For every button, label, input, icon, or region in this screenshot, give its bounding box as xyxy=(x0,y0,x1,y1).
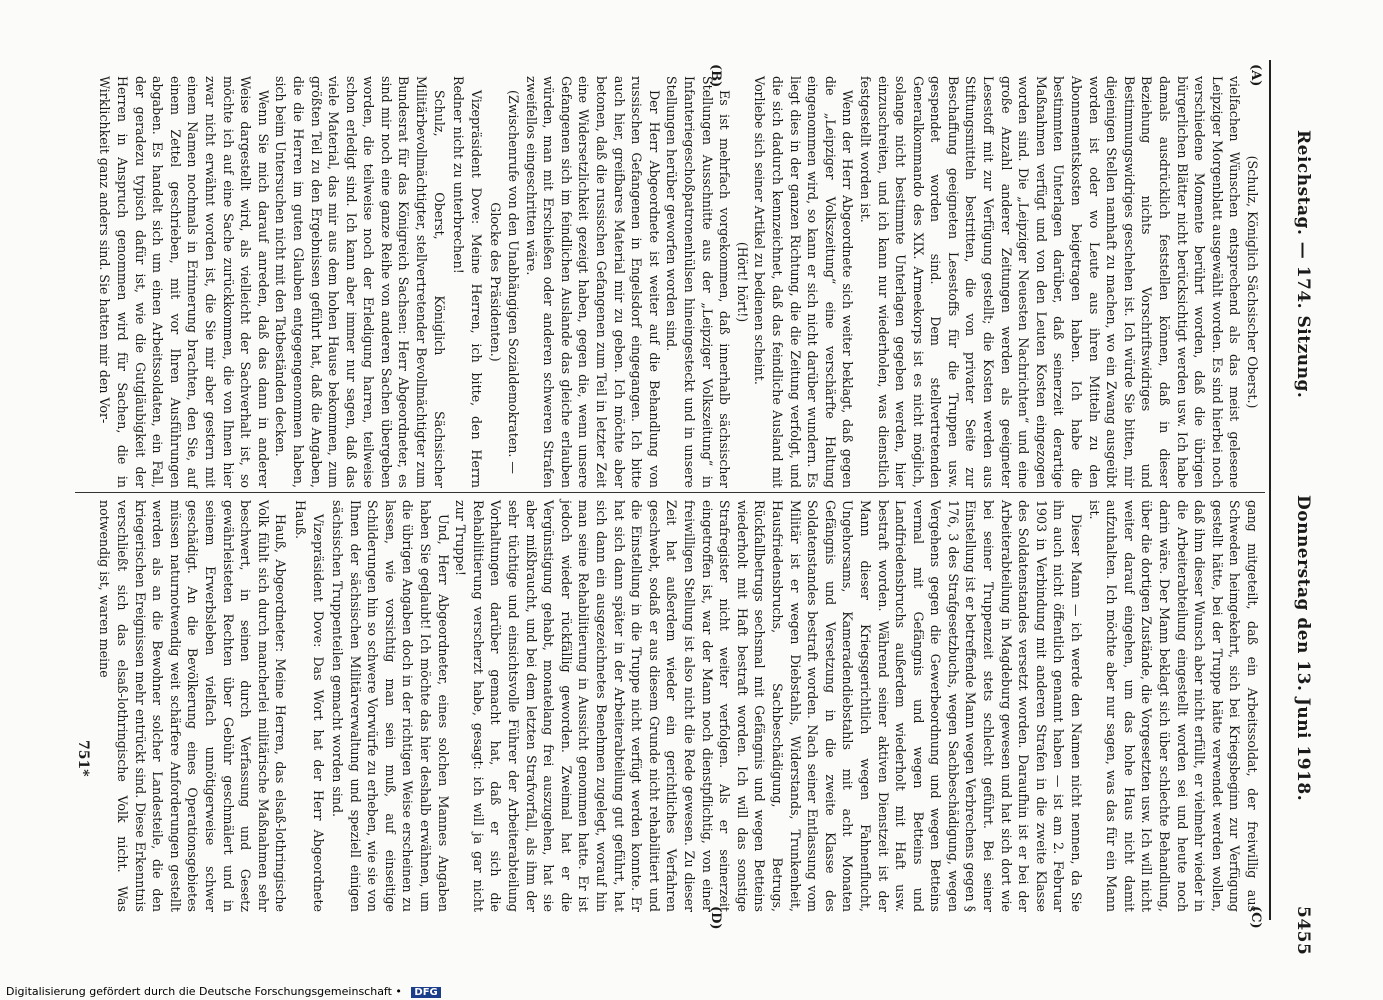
margin-mark-c: (C) xyxy=(1248,906,1263,929)
paragraph: Wenn der Herr Abgeordnete sich weiter beklagt, daß gegen die „Leipziger Volkszeitung“ eine verschärfte Haltung eingenommen wird, so kann er sich nicht darüber wundern. Es liegt dies in der ganzen Richtung, die die Zeitung verfolgt, und die sich dadurch kennzeichnet, daß das feindliche Ausland mit Vorliebe sich seiner Artikel zu bedienen scheint. xyxy=(752,76,856,488)
footer xyxy=(6,985,441,998)
paragraph: Dieser Mann — ich werde den Namen nicht nennen, da Sie ihn auch nicht öffentlich genannt haben — ist am 2. Februar 1903 in Verbindung mit anderen Strafen in die zweite Klasse des Soldatenstandes versetzt worden. Daraufhin ist er bei der Arbeiterabteilung in Magdeburg gewesen und hat sich dort wie bei seiner Truppenzeit stets schlecht geführt. Bei seiner Einstellung ist er betreffende Mann wegen Verbrechens gegen § 176, 3 des Strafgesetzbuchs, wegen Sachbeschädigung, wegen Vergehens gegen die Gewerbeordnung und wegen Betteins vermal mit Gefängnis und wegen Betteins und Landfriedensbruchs außerdem wiederholt mit Haft usw. bestraft worden. Während seiner aktiven Dienstzeit ist der Mann dieser Kriegsgerichtlich wegen Fahnenflucht, Ungehorsams, Kameradendiebstahls mit acht Monaten Gefängnis und Versetzung in die zweite Klasse des Soldatenstandes bestraft worden. Nach seiner Entlassung vom Militär ist er wegen Diebstahls, Widerstands, Trunkenheit, Hausfriedensbruchs, Sachbeschädigung, Betrugs, Rückfallbetrugs sechsmal mit Gefängnis und wegen Betteins wiederholt mit Haft bestraft worden. Ich will das sonstige Strafregister nicht weiter verfolgen. Als er seinerzeit eingetroffen ist, war der Mann noch dienstpflichtig, von einer freiwilligen Stellung ist also nicht die Rede gewesen. Zu dieser Zeit hat außerdem wieder ein gerichtliches Verfahren geschwebt, sodaß er aus diesem Grunde nicht rehabilitiert und die Einstellung in die Truppe nicht verfügt werden konnte. Er hat sich dann später in der Arbeiterabteilung gut geführt, hat sich dann ein ausgezeichnetes Benehmen zugelegt, worauf hin man seine Rehabilitierung in Aussicht genommen hatte. Er ist jedoch wieder rückfällig geworden. Zweimal hat er die Vergünstigung gehabt, monatelang frei auszugehen, hat sie aber mißbraucht, und bei dem letzten Strafvorfall, als ihm der sehr tüchtige und einsichtsvolle Führer der Arbeiterabteilung Vorhaltungen darüber gemacht hat, daß er sich die Rehabilitierung verscherzt habe, gesagt: ich will ja gar nicht zur Truppe! xyxy=(453,500,1085,912)
page-header xyxy=(1273,40,1313,956)
left-column xyxy=(96,76,1261,488)
paragraph: Vizepräsident Dove: Das Wort hat der Herr Abgeordnete Hauß. xyxy=(292,500,326,912)
header-rule xyxy=(1269,60,1271,920)
paragraph: Schulz, Oberst, Königlich Sächsischer Militärbevollmächtigter, stellvertretender Bevollmächtigter zum Bundesrat für das Königreich Sachsen: Herr Abgeordneter, es sind mir noch eine ganze Reihe von anderen Sachen übergeben worden, die teilweise noch der Erledigung harren, teilweise schon erledigt sind. Ich kann aber immer nur sagen, daß das viele Material, das mir aus dem hohen Hause bekommen, zum größten Teil zu den Ergebnissen geführt hat, daß die Angaben, die die Herren im guten Glauben entgegengenommen haben, sich beim Untersuchen nicht mit den Tatbeständen decken. xyxy=(273,76,447,488)
paragraph: Und, Herr Abgeordneter, eines solchen Mannes Angaben haben Sie geglaubt! Ich möchte das hier deshalb erwähnen, um die übrigen Angaben doch in der richtigen Weise erscheinen zu lassen, wie vorsichtig man sein muß, auf einseitige Schilderungen hin so schwere Vorwürfe zu erheben, wie sie von Ihnen der sächsischen Militärverwaltung und speziell einigen sächsischen Truppenteilen gemacht worden sind. xyxy=(330,500,451,912)
right-column xyxy=(96,500,1261,912)
paragraph: Wenn Sie mich darauf anreden, daß das dann in anderer Weise dargestellt wird, als vielleicht der Sachverhalt ist, so möchte ich auf eine Sache zurückkommen, die von Ihnen hier zwar nicht erwähnt worden ist, die Sie mir aber gestern mit einem Namen nochmals in Erinnerung brachten, den Sie, auf einem Zettel geschrieben, mit vor Ihren Ausführungen abgaben. Es handelt sich um einen Arbeitssoldaten, ein Fall, der geradezu typisch dafür ist, wie die Gutgläubigkeit der Herren in Anspruch genommen wird für Sachen, die in Wirklichkeit ganz anders sind. Sie hatten mir den Vor- xyxy=(97,76,271,488)
paragraph: Es ist mehrfach vorgekommen, daß innerhalb sächsischer Stellungen Ausschnitte aus der „Leipziger Volkszeitung“ in Infanteriegeschoßpatronenhülsen hineingesteckt und in unsere Stellungen herüber geworfen worden sind. xyxy=(664,76,733,488)
interjection: (Hört! hört!) xyxy=(734,241,750,323)
signature-mark: 751* xyxy=(75,740,91,777)
header-right: Donnerstag den 13. Juni 1918. xyxy=(1293,495,1313,802)
margin-mark-b: (B) xyxy=(708,64,723,88)
header-left: Reichstag. — 174. Sitzung. xyxy=(1293,130,1313,399)
paragraph: Hauß, Abgeordneter: Meine Herren, das elsaß-lothringische Volk fühlt sich durch mancherlei militärische Maßnahmen sehr beschwert, in seinen durch Verfassung und Gesetz gewährleisteten Rechten über Gebühr geschmälert und in seinem Erwerbsleben vielfach unnötigerweise schwer geschädigt. An die Bevölkerung eines Operationsgebietes müssen naturnotwendig weit schärfere Anforderungen gestellt werden als an die Bewohner solcher Landesteile, die den kriegerischen Ereignissen mehr entrückt sind. Diese Erkenntnis verschließt sich das elsaß-lothringische Volk nicht. Was notwendig ist, waren meine xyxy=(97,500,289,912)
page-number: 5455 xyxy=(1293,906,1313,956)
paragraph: Vizepräsident Dove: Meine Herren, ich bitte, den Herrn Redner nicht zu unterbrechen! xyxy=(451,76,484,488)
margin-mark-d: (D) xyxy=(708,906,723,930)
paragraph: Der Herr Abgeordnete ist weiter auf die Behandlung von russischen Gefangenen in Engelsdorf eingegangen. Ich bitte auch hier, greifbares Material mir zu geben. Ich möchte aber betonen, daß die russischen Gefangenen zum Teil in letzter Zeit eine Widersetzlichkeit gezeigt haben, gegen die, wenn unsere Gefangenen sich im feindlichen Auslande das gleiche erlauben würden, man mit Erschießen oder anderen schweren Strafen zweifellos eingeschritten wäre. xyxy=(523,76,662,488)
paragraph: vielfachen Wünschen entsprechend als das meist gelesene Leipziger Morgenblatt ausgewählt worden. Es sind hierbei noch verschiedene Momente berührt worden, daß die übrigen bürgerlichen Blätter nicht berücksichtigt werden usw. Ich habe damals ausdrücklich feststellen können, daß in dieser Beziehung nichts Vorschriftswidriges und Bestimmungswidriges geschehen ist. Ich würde Sie bitten, mir diejenigen Stellen namhaft zu machen, wo ein Zwang ausgeübt worden ist oder wo Leute aus ihren Mitteln zu den Abonnementskosten beigetragen haben. Ich habe die bestimmten Unterlagen darüber, daß seinerzeit derartige Maßnahmen verfügt und von den Leuten Kosten eingezogen worden sind. Die „Leipziger Neuesten Nachrichten“ und eine große Anzahl anderer Zeitungen werden als geeigneter Lesestoff mit zur Verfügung gestellt; die Kosten werden aus Stiftungsmitteln bestritten, die von privater Seite zur Beschaffung geeigneten Lesestoffs für die Truppen usw. gespendet worden sind. Dem stellvertretenden Generalkommando des XIX. Armeekorps ist es nicht möglich, solange nicht bestimmte Unterlagen gegeben werden, hier einzuschreiten, und ich kann nur wiederholen, was dienstlich festgestellt worden ist. xyxy=(857,76,1243,488)
interjection: (Zwischenrufe von den Unabhängigen Sozialdemokraten. — Glocke des Präsidenten.) xyxy=(488,90,522,474)
footer-text: Digitalisierung gefördert durch die Deutsche Forschungsgemeinschaft • xyxy=(6,985,402,998)
column-divider xyxy=(75,492,1265,493)
margin-mark-a: (A) xyxy=(1248,64,1263,87)
speaker-note: (Schulz, Königlich Sächsischer Oberst.) xyxy=(1245,155,1260,409)
paragraph: gang mitgeteilt, daß ein Arbeitssoldat, der freiwillig aus Schweden heimgekehrt, sich bei Kriegsbeginn zur Verfügung gestellt hätte, bei der Truppe hätte verwendet werden wollen, daß ihm dieser Wunsch aber nicht erfüllt, er vielmehr wieder in die Arbeiterabteilung eingestellt worden sei und heute noch darin wäre. Der Mann beklagt sich über schlechte Behandlung, über die dortigen Zustände, die Vorgesetzten usw. Ich will nicht weiter darauf eingehen, um das hohe Haus nicht damit aufzuhalten. Ich möchte aber nur sagen, was das für ein Mann ist. xyxy=(1086,500,1260,912)
dfg-logo: DFG xyxy=(411,987,440,998)
